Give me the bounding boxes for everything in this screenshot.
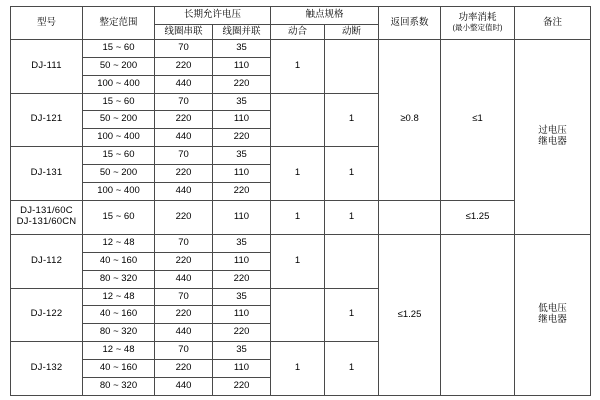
cell-series: 220 — [155, 200, 213, 234]
header-voltage-parallel: 线圈并联 — [213, 25, 271, 40]
table-header — [11, 7, 591, 40]
cell-break: 1 — [325, 288, 379, 342]
cell-parallel: 220 — [213, 324, 271, 342]
cell-model: DJ-122 — [11, 288, 83, 342]
cell-range: 12 ~ 48 — [83, 234, 155, 252]
cell-range: 80 ~ 320 — [83, 377, 155, 395]
cell-range: 40 ~ 160 — [83, 360, 155, 378]
cell-range: 15 ~ 60 — [83, 147, 155, 165]
header-voltage-group: 长期允许电压 — [155, 7, 271, 25]
cell-range: 80 ~ 320 — [83, 324, 155, 342]
cell-series: 70 — [155, 147, 213, 165]
table-body — [11, 40, 591, 396]
header-voltage-series: 线圈串联 — [155, 25, 213, 40]
cell-range: 15 ~ 60 — [83, 40, 155, 58]
cell-break: 1 — [325, 93, 379, 147]
cell-parallel: 35 — [213, 40, 271, 58]
cell-parallel: 110 — [213, 200, 271, 234]
header-return-ratio: 返回系数 — [379, 7, 441, 40]
cell-parallel: 35 — [213, 288, 271, 306]
cell-parallel: 110 — [213, 360, 271, 378]
table-row — [11, 200, 591, 234]
header-range: 整定范围 — [83, 7, 155, 40]
cell-power-upper: ≤1 — [441, 40, 515, 201]
header-model: 型号 — [11, 7, 83, 40]
table-row — [11, 40, 591, 58]
cell-range: 15 ~ 60 — [83, 93, 155, 111]
cell-model: DJ-121 — [11, 93, 83, 147]
cell-model — [11, 200, 83, 234]
cell-series: 440 — [155, 270, 213, 288]
cell-range: 80 ~ 320 — [83, 270, 155, 288]
cell-power-special: ≤1.25 — [441, 200, 515, 234]
cell-range: 50 ~ 200 — [83, 57, 155, 75]
cell-remark-lower — [515, 234, 591, 395]
cell-parallel: 220 — [213, 182, 271, 200]
remark-upper-line2: 继电器 — [538, 135, 567, 147]
cell-range: 15 ~ 60 — [83, 200, 155, 234]
cell-parallel: 220 — [213, 75, 271, 93]
remark-lower-line1: 低电压 — [538, 303, 567, 315]
cell-parallel: 35 — [213, 342, 271, 360]
cell-series: 440 — [155, 75, 213, 93]
cell-range: 50 ~ 200 — [83, 111, 155, 129]
cell-series: 220 — [155, 57, 213, 75]
cell-series: 440 — [155, 182, 213, 200]
cell-series: 220 — [155, 360, 213, 378]
cell-break: 1 — [325, 342, 379, 396]
header-remark: 备注 — [515, 7, 591, 40]
cell-return-ratio-lower: ≤1.25 — [379, 234, 441, 395]
header-contact-group: 触点规格 — [271, 7, 379, 25]
cell-range: 100 ~ 400 — [83, 129, 155, 147]
model-line1: DJ-131/60C — [20, 205, 73, 217]
cell-series: 70 — [155, 40, 213, 58]
cell-break: 1 — [325, 200, 379, 234]
cell-model: DJ-111 — [11, 40, 83, 94]
cell-parallel: 110 — [213, 111, 271, 129]
cell-range: 50 ~ 200 — [83, 165, 155, 183]
cell-make: 1 — [271, 342, 325, 396]
header-power-sub: (最小整定值时) — [452, 23, 503, 33]
cell-series: 220 — [155, 165, 213, 183]
cell-range: 100 ~ 400 — [83, 75, 155, 93]
cell-make: 1 — [271, 147, 325, 201]
cell-power-lower — [441, 234, 515, 395]
cell-break — [325, 40, 379, 94]
table-row — [11, 234, 591, 252]
cell-series: 440 — [155, 129, 213, 147]
cell-series: 220 — [155, 306, 213, 324]
cell-model: DJ-112 — [11, 234, 83, 288]
cell-parallel: 110 — [213, 252, 271, 270]
cell-make: 1 — [271, 200, 325, 234]
cell-parallel: 110 — [213, 165, 271, 183]
header-power-group — [441, 7, 515, 40]
cell-parallel: 35 — [213, 234, 271, 252]
header-contact-break: 动断 — [325, 25, 379, 40]
cell-parallel: 110 — [213, 57, 271, 75]
cell-parallel: 110 — [213, 306, 271, 324]
cell-make — [271, 288, 325, 342]
cell-break: 1 — [325, 147, 379, 201]
cell-series: 440 — [155, 377, 213, 395]
remark-upper-line1: 过电压 — [538, 125, 567, 137]
cell-make: 1 — [271, 40, 325, 94]
cell-range: 12 ~ 48 — [83, 288, 155, 306]
cell-range: 40 ~ 160 — [83, 252, 155, 270]
model-line2: DJ-131/60CN — [16, 216, 77, 228]
cell-series: 70 — [155, 234, 213, 252]
cell-series: 440 — [155, 324, 213, 342]
cell-series: 70 — [155, 288, 213, 306]
cell-model: DJ-131 — [11, 147, 83, 201]
cell-make: 1 — [271, 234, 325, 288]
cell-range: 12 ~ 48 — [83, 342, 155, 360]
cell-range: 40 ~ 160 — [83, 306, 155, 324]
header-power-label: 功率消耗 — [458, 12, 497, 24]
cell-series: 220 — [155, 252, 213, 270]
cell-remark-upper — [515, 40, 591, 235]
cell-parallel: 35 — [213, 93, 271, 111]
specification-table — [10, 6, 591, 396]
cell-model: DJ-132 — [11, 342, 83, 396]
cell-parallel: 35 — [213, 147, 271, 165]
cell-break — [325, 234, 379, 288]
cell-make — [271, 93, 325, 147]
header-contact-make: 动合 — [271, 25, 325, 40]
cell-return-ratio-special — [379, 200, 441, 234]
cell-series: 70 — [155, 342, 213, 360]
cell-parallel: 220 — [213, 270, 271, 288]
remark-lower-line2: 继电器 — [538, 313, 567, 325]
cell-series: 70 — [155, 93, 213, 111]
cell-series: 220 — [155, 111, 213, 129]
cell-parallel: 220 — [213, 377, 271, 395]
cell-range: 100 ~ 400 — [83, 182, 155, 200]
cell-parallel: 220 — [213, 129, 271, 147]
cell-return-ratio-upper: ≥0.8 — [379, 40, 441, 201]
